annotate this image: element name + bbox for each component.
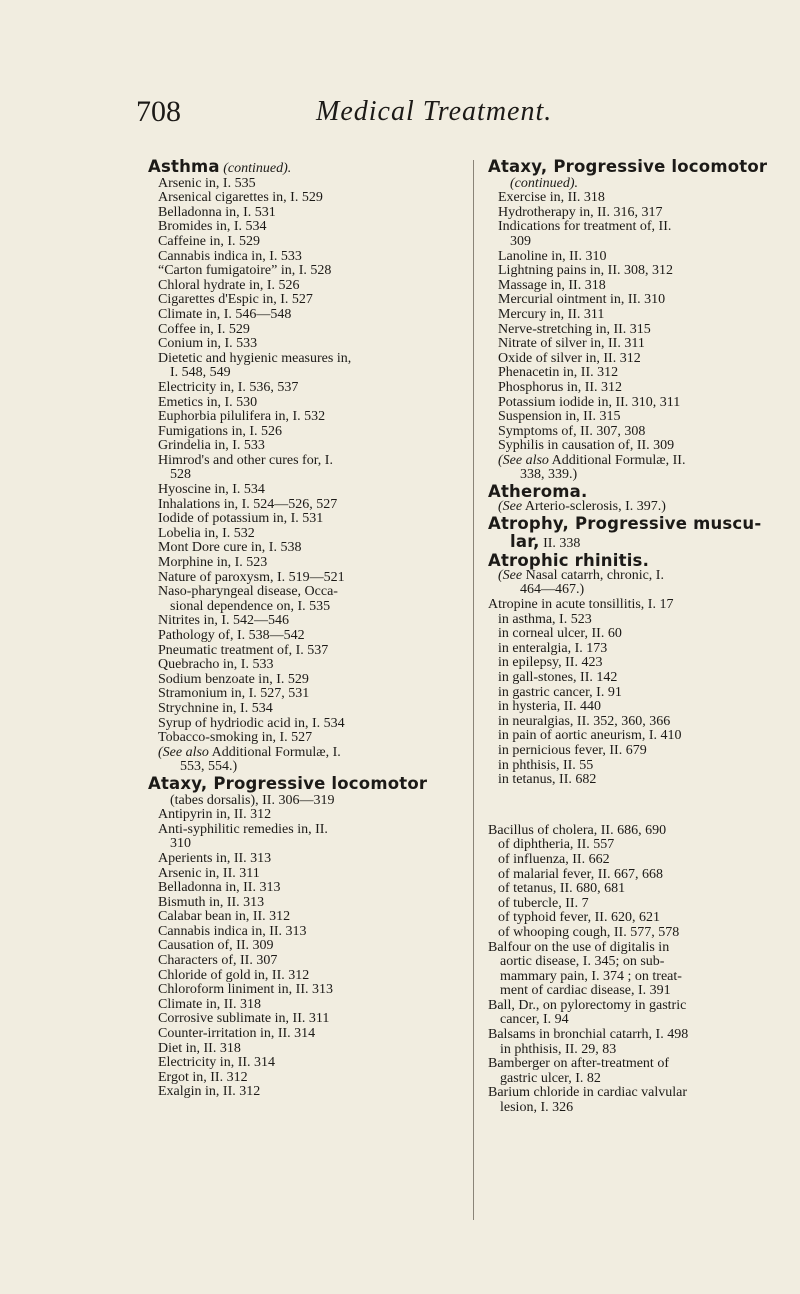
entry-line: in phthisis, II. 55	[498, 757, 594, 773]
entry-line: Counter-irritation in, II. 314	[158, 1026, 316, 1042]
entry-line: Cannabis indica in, I. 533	[158, 248, 302, 264]
index-entry	[488, 999, 788, 1028]
heading-atheroma: Atheroma.	[488, 482, 588, 502]
entry-line: Mercurial ointment in, II. 310	[498, 292, 666, 308]
index-entry	[148, 381, 448, 396]
entry-line: of tubercle, II. 7	[498, 895, 589, 911]
entry-line: Phenacetin in, II. 312	[498, 365, 619, 381]
see-atheroma	[488, 500, 788, 515]
entry-line: Mercury in, II. 311	[498, 306, 605, 322]
entry-line: Sodium benzoate in, I. 529	[158, 671, 309, 687]
index-entry	[148, 644, 448, 659]
index-entry	[488, 191, 788, 206]
see-also-prefix: (See also	[498, 452, 549, 468]
entry-line: Cannabis indica in, II. 313	[158, 923, 307, 939]
entry-line: Electricity in, I. 536, 537	[158, 379, 299, 395]
see-also-asthma	[148, 746, 448, 775]
index-entry	[148, 396, 448, 411]
entry-line: Barium chloride in cardiac valvular	[488, 1085, 688, 1101]
index-entry	[148, 614, 448, 629]
index-entry	[488, 897, 788, 912]
entry-line: Stramonium in, I. 527, 531	[158, 686, 310, 702]
entry-line: Euphorbia pilulifera in, I. 532	[158, 409, 326, 425]
entry-continuation: sional dependence on, I. 535	[170, 598, 331, 614]
index-entry	[148, 702, 448, 717]
index-entry	[148, 867, 448, 882]
heading-note: (continued).	[510, 175, 579, 191]
index-entry	[488, 853, 788, 868]
index-entry	[148, 264, 448, 279]
entry-line: Tobacco-smoking in, I. 527	[158, 730, 313, 746]
entry-line: Aperients in, II. 313	[158, 850, 272, 866]
index-entry	[148, 498, 448, 513]
entry-line: Ball, Dr., on pylorectomy in gastric	[488, 997, 687, 1013]
heading-atrophic-rhinitis: Atrophic rhinitis.	[488, 550, 650, 570]
entry-line: Oxide of silver in, II. 312	[498, 350, 641, 366]
index-entry	[148, 852, 448, 867]
see-prefix: (See	[498, 499, 523, 515]
entry-line: Indications for treatment of, II.	[498, 219, 672, 235]
entry-line: “Carton fumigatoire” in, I. 528	[158, 263, 332, 279]
column-divider	[473, 160, 474, 1220]
index-entry	[488, 759, 788, 774]
entry-line: in asthma, I. 523	[498, 611, 592, 627]
entry-line: Suspension in, II. 315	[498, 409, 621, 425]
index-entry	[488, 308, 788, 323]
entry-continuation: ment of cardiac disease, I. 391	[500, 983, 671, 999]
index-entry	[488, 686, 788, 701]
entry-line: Strychnine in, I. 534	[158, 700, 273, 716]
entry-line: Naso-pharyngeal disease, Occa-	[158, 584, 338, 600]
entry-line: Massage in, II. 318	[498, 277, 606, 293]
entry-line: in tetanus, II. 682	[498, 772, 597, 788]
see-cont: 464—467.)	[520, 582, 585, 598]
entry-continuation: I. 548, 549	[170, 365, 231, 381]
entry-line: Balfour on the use of digitalis in	[488, 939, 670, 955]
entry-line: Iodide of potassium in, I. 531	[158, 511, 324, 527]
entry-line: of malarial fever, II. 667, 668	[498, 866, 664, 882]
entry-line: in neuralgias, II. 352, 360, 366	[498, 713, 671, 729]
entry-continuation: 528	[170, 467, 191, 483]
entry-line: Chloride of gold in, II. 312	[158, 967, 310, 983]
entry-line: Bismuth in, II. 313	[158, 894, 265, 910]
asthma-entries	[148, 177, 448, 746]
entry-continuation: 309	[510, 233, 531, 249]
entry-line: Dietetic and hygienic measures in,	[158, 350, 352, 366]
index-entry	[488, 1057, 788, 1086]
index-entry	[488, 206, 788, 221]
entry-line: Pathology of, I. 538—542	[158, 628, 305, 643]
entry-line: Lightning pains in, II. 308, 312	[498, 263, 673, 279]
entry-line: in pain of aortic aneurism, I. 410	[498, 728, 682, 744]
index-entry	[488, 323, 788, 338]
index-entry	[148, 206, 448, 221]
entry-line: Arsenic in, II. 311	[158, 865, 260, 881]
index-entry	[148, 410, 448, 425]
index-entry	[148, 323, 448, 338]
heading-title: Asthma	[148, 157, 220, 176]
entry-continuation: cancer, I. 94	[500, 1012, 569, 1028]
entry-line: Hyoscine in, I. 534	[158, 482, 265, 498]
entry-line: in enteralgia, I. 173	[498, 640, 608, 656]
entry-line: Conium in, I. 533	[158, 336, 258, 352]
entry-line: in pernicious fever, II. 679	[498, 742, 647, 758]
b-entries	[488, 941, 788, 1116]
entry-continuation: in phthisis, II. 29, 83	[500, 1041, 617, 1057]
entry-continuation: mammary pain, I. 374 ; on treat-	[500, 968, 682, 984]
entry-line: Belladonna in, II. 313	[158, 880, 281, 896]
entry-line: in epilepsy, II. 423	[498, 655, 603, 671]
entry-line: of whooping cough, II. 577, 578	[498, 924, 680, 940]
index-entry	[488, 744, 788, 759]
entry-line: Characters of, II. 307	[158, 953, 278, 969]
entry-line: Exalgin in, II. 312	[158, 1084, 261, 1100]
entry-line: Quebracho in, I. 533	[158, 657, 274, 673]
entry-line: Himrod's and other cures for, I.	[158, 452, 333, 468]
index-entry	[148, 983, 448, 998]
entry-line: Morphine in, I. 523	[158, 555, 268, 571]
entry-line: in gastric cancer, I. 91	[498, 684, 622, 700]
index-entry	[148, 1027, 448, 1042]
index-entry	[148, 939, 448, 954]
index-entry	[488, 425, 788, 440]
index-entry	[148, 629, 448, 644]
entry-line: Bromides in, I. 534	[158, 219, 267, 235]
see-atrophic	[488, 569, 788, 598]
index-entry	[148, 483, 448, 498]
index-entry	[488, 838, 788, 853]
entry-line: Corrosive sublimate in, II. 311	[158, 1011, 330, 1027]
see-text: Nasal catarrh, chronic, I.	[525, 567, 664, 583]
entry-line: Calabar bean in, II. 312	[158, 909, 291, 925]
index-entry	[148, 541, 448, 556]
entry-line: Caffeine in, I. 529	[158, 233, 260, 249]
heading-ataxy-continued	[488, 158, 788, 191]
index-entry	[148, 925, 448, 940]
index-entry	[488, 264, 788, 279]
index-entry	[148, 1012, 448, 1027]
index-entry	[148, 556, 448, 571]
entry-line: Mont Dore cure in, I. 538	[158, 540, 302, 556]
page-number: 708	[136, 95, 181, 128]
entry-line: Anti-syphilitic remedies in, II.	[158, 821, 328, 837]
see-also-cont: 553, 554.)	[180, 759, 238, 775]
see-prefix: (See	[498, 567, 523, 583]
index-entry	[148, 191, 448, 206]
index-entry	[148, 1071, 448, 1086]
index-entry	[148, 279, 448, 294]
index-entry	[488, 220, 788, 249]
entry-line: Chloroform liniment in, II. 313	[158, 982, 333, 998]
index-entry	[148, 585, 448, 614]
index-entry	[148, 673, 448, 688]
index-entry	[488, 279, 788, 294]
running-title: Medical Treatment.	[316, 96, 553, 127]
index-entry	[488, 1086, 788, 1115]
entry-line: Symptoms of, II. 307, 308	[498, 423, 646, 439]
index-entry	[488, 439, 788, 454]
index-entry	[148, 1042, 448, 1057]
entry-line: Electricity in, II. 314	[158, 1055, 276, 1071]
index-entry	[148, 527, 448, 542]
entry-line: Chloral hydrate in, I. 526	[158, 277, 300, 293]
entry-line: Pneumatic treatment of, I. 537	[158, 642, 329, 658]
section-gap	[488, 788, 788, 824]
index-entry	[488, 911, 788, 926]
entry-line: Diet in, II. 318	[158, 1040, 241, 1056]
index-entry	[488, 352, 788, 367]
index-entry	[148, 439, 448, 454]
entry-line: Arsenical cigarettes in, I. 529	[158, 190, 323, 206]
atropine-entries	[488, 613, 788, 788]
entry-line: Exercise in, II. 318	[498, 190, 605, 206]
index-entry	[148, 250, 448, 265]
index-entry	[488, 926, 788, 941]
entry-line: Fumigations in, I. 526	[158, 423, 283, 439]
index-entry	[148, 687, 448, 702]
page-header	[136, 94, 696, 134]
see-also-text: Additional Formulæ, II.	[551, 452, 686, 468]
index-entry	[488, 396, 788, 411]
index-entry	[488, 293, 788, 308]
entry-line: Cigarettes d'Espic in, I. 527	[158, 292, 313, 308]
see-also-text: Additional Formulæ, I.	[211, 744, 341, 760]
index-entry	[148, 731, 448, 746]
bacillus-main: Bacillus of cholera, II. 686, 690	[488, 822, 667, 838]
index-entry	[148, 454, 448, 483]
index-entry	[148, 1085, 448, 1100]
index-entry	[148, 998, 448, 1013]
index-entry	[488, 250, 788, 265]
index-entry	[488, 410, 788, 425]
heading-asthma	[148, 158, 448, 177]
entry-line: Lobelia in, I. 532	[158, 525, 255, 541]
heading-title: Ataxy, Progressive locomotor	[488, 157, 768, 176]
index-entry	[488, 366, 788, 381]
heading-note: (tabes dorsalis), II. 306—319	[170, 792, 335, 808]
index-entry	[148, 910, 448, 925]
index-entry	[488, 613, 788, 628]
index-entry	[148, 425, 448, 440]
entry-line: Hydrotherapy in, II. 316, 317	[498, 204, 663, 220]
entry-line: Belladonna in, I. 531	[158, 204, 276, 220]
entry-line: Climate in, I. 546—548	[158, 306, 292, 322]
entry-line: Bamberger on after-treatment of	[488, 1056, 669, 1072]
heading-atrophy	[488, 515, 788, 552]
index-entry	[148, 293, 448, 308]
entry-line: in gall-stones, II. 142	[498, 670, 618, 685]
index-entry	[488, 882, 788, 897]
index-entry	[488, 671, 788, 686]
index-entry	[488, 381, 788, 396]
ataxy-continued-entries	[488, 191, 788, 454]
index-entry	[148, 658, 448, 673]
entry-line: Emetics in, I. 530	[158, 394, 258, 410]
index-entry	[488, 1028, 788, 1057]
entry-line: Nitrites in, I. 542—546	[158, 613, 290, 629]
entry-line: Causation of, II. 309	[158, 938, 274, 954]
index-entry	[148, 896, 448, 911]
index-entry	[488, 642, 788, 657]
index-entry	[488, 773, 788, 788]
index-entry	[148, 954, 448, 969]
entry-line: Antipyrin in, II. 312	[158, 807, 272, 823]
entry-continuation: aortic disease, I. 345; on sub-	[500, 954, 665, 970]
entry-line: Balsams in bronchial catarrh, I. 498	[488, 1027, 689, 1043]
entry-line: of diphtheria, II. 557	[498, 837, 615, 853]
index-entry	[488, 941, 788, 999]
index-entry	[488, 715, 788, 730]
index-entry	[488, 627, 788, 642]
index-entry	[148, 337, 448, 352]
see-text: Arterio-sclerosis, I. 397.)	[524, 499, 666, 515]
ataxy-entries	[148, 808, 448, 1100]
right-column	[488, 158, 788, 1116]
entry-line: in hysteria, II. 440	[498, 699, 602, 715]
heading-ataxy	[148, 775, 448, 808]
entry-line: Ergot in, II. 312	[158, 1069, 248, 1085]
index-entry	[488, 729, 788, 744]
index-entry	[148, 308, 448, 323]
entry-line: Potassium iodide in, II. 310, 311	[498, 394, 681, 410]
see-also-cont: 338, 339.)	[520, 467, 578, 483]
entry-line: of tetanus, II. 680, 681	[498, 881, 626, 897]
index-entry	[148, 823, 448, 852]
heading-title-cont: lar,	[510, 532, 540, 552]
index-entry	[148, 352, 448, 381]
index-entry	[148, 235, 448, 250]
see-also-ataxy	[488, 454, 788, 483]
heading-title: Ataxy, Progressive locomotor	[148, 773, 428, 793]
entry-line: of influenza, II. 662	[498, 851, 610, 867]
entry-line: in corneal ulcer, II. 60	[498, 626, 622, 642]
see-also-prefix: (See also	[158, 744, 209, 760]
left-column	[148, 158, 448, 1100]
index-entry	[148, 717, 448, 732]
entry-continuation: 310	[170, 836, 191, 852]
bacillus-entries	[488, 838, 788, 940]
entry-line: Syphilis in causation of, II. 309	[498, 438, 675, 454]
index-entry	[488, 337, 788, 352]
index-entry	[488, 868, 788, 883]
entry-line: Inhalations in, I. 524—526, 527	[158, 496, 338, 512]
atropine-main: Atropine in acute tonsillitis, I. 17	[488, 597, 674, 613]
entry-line: Climate in, II. 318	[158, 996, 262, 1012]
entry-line: Nitrate of silver in, II. 311	[498, 336, 645, 352]
index-entry	[148, 177, 448, 192]
entry-line: Nature of paroxysm, I. 519—521	[158, 569, 345, 585]
entry-continuation: lesion, I. 326	[500, 1100, 574, 1116]
heading-ref: II. 338	[543, 536, 581, 552]
heading-note: (continued).	[223, 161, 292, 176]
index-entry	[148, 571, 448, 586]
index-entry	[148, 881, 448, 896]
index-entry	[148, 1056, 448, 1071]
entry-line: Arsenic in, I. 535	[158, 175, 256, 191]
entry-line: Syrup of hydriodic acid in, I. 534	[158, 715, 345, 731]
index-entry	[148, 512, 448, 527]
index-entry	[488, 700, 788, 715]
entry-line: of typhoid fever, II. 620, 621	[498, 910, 660, 926]
entry-line: Phosphorus in, II. 312	[498, 379, 623, 395]
index-entry	[488, 656, 788, 671]
index-entry	[148, 969, 448, 984]
index-entry	[148, 220, 448, 235]
entry-line: Lanoline in, II. 310	[498, 248, 607, 264]
entry-line: Coffee in, I. 529	[158, 321, 250, 337]
heading-title: Atrophy, Progressive muscu-	[488, 513, 762, 533]
entry-continuation: gastric ulcer, I. 82	[500, 1070, 601, 1086]
entry-line: Nerve-stretching in, II. 315	[498, 321, 651, 337]
entry-line: Grindelia in, I. 533	[158, 438, 265, 454]
index-entry	[148, 808, 448, 823]
